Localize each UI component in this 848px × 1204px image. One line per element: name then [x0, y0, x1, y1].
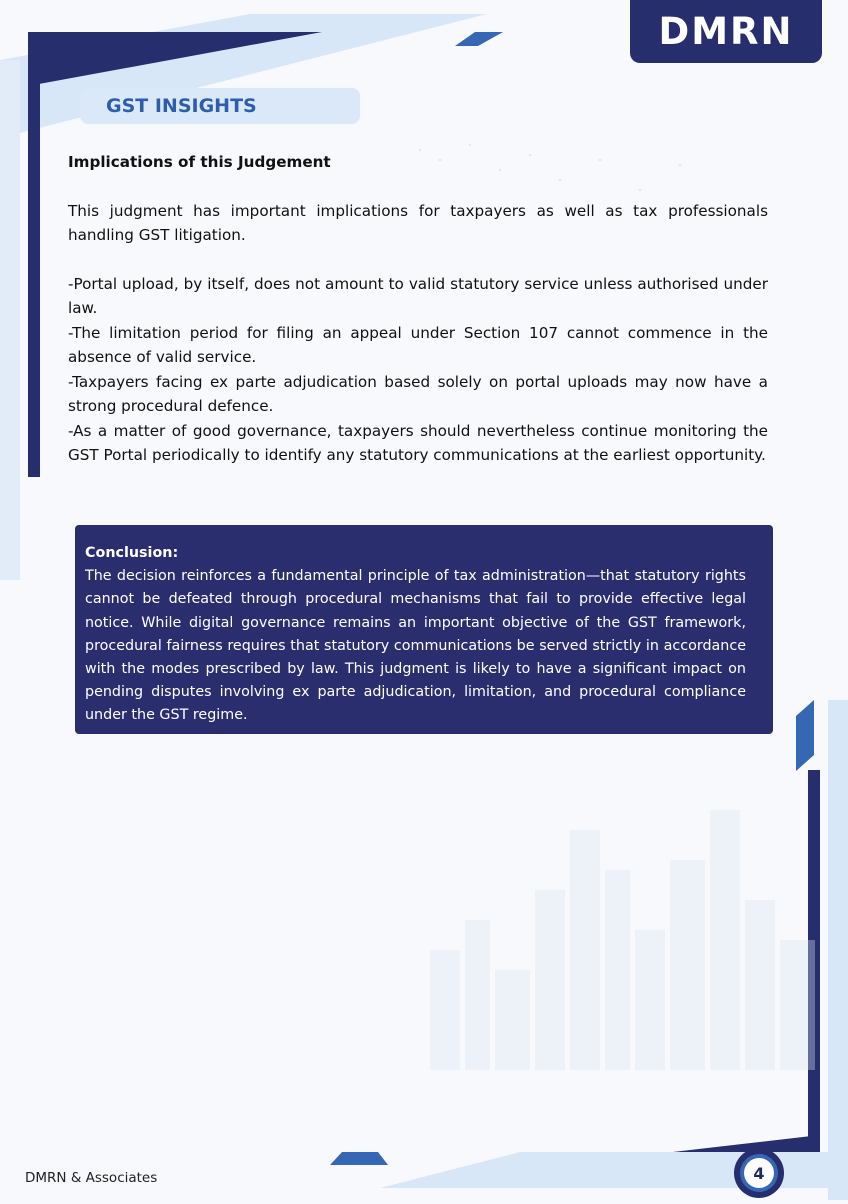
logo-text: DMRN — [658, 10, 794, 53]
firm-name: DMRN & Associates — [25, 1170, 158, 1186]
section-heading: Implications of this Judgement — [68, 153, 331, 171]
implication-point: -Portal upload, by itself, does not amount to valid statutory service unless authorised under law. — [68, 274, 768, 317]
page-number: 4 — [753, 1163, 765, 1183]
implication-point: -Taxpayers facing ex parte adjudication based solely on portal uploads may now have a strong procedural defence. — [68, 372, 768, 415]
conclusion-title: Conclusion: — [85, 545, 179, 561]
conclusion-body: The decision reinforces a fundamental principle of tax administration—that statutory rights cannot be defeated through procedural mechanisms that fail to provide effective legal notice. While digital governance remains an important objective of the GST framework, procedural fairness requires that statutory communications be served strictly in accordance with the modes prescribed by law. This judgment is likely to have a significant impact on pending disputes involving ex parte adjudication, limitation, and procedural compliance under the GST regime. — [85, 568, 746, 724]
section-badge — [80, 88, 360, 124]
dmrn-logo — [630, 0, 822, 63]
city-skyline-watermark — [420, 770, 820, 1070]
conclusion-box — [75, 525, 773, 734]
page-number-badge — [732, 1146, 786, 1200]
implication-point: -As a matter of good governance, taxpayers should nevertheless continue monitoring the GST Portal periodically to identify any statutory communications at the earliest opportunity. — [68, 421, 768, 464]
article-content — [68, 150, 768, 468]
implication-point: -The limitation period for filing an appeal under Section 107 cannot commence in the absence of valid service. — [68, 323, 768, 366]
intro-paragraph: This judgment has important implications for taxpayers as well as tax professionals handling GST litigation. — [68, 201, 768, 244]
section-badge-label: GST INSIGHTS — [106, 95, 257, 117]
